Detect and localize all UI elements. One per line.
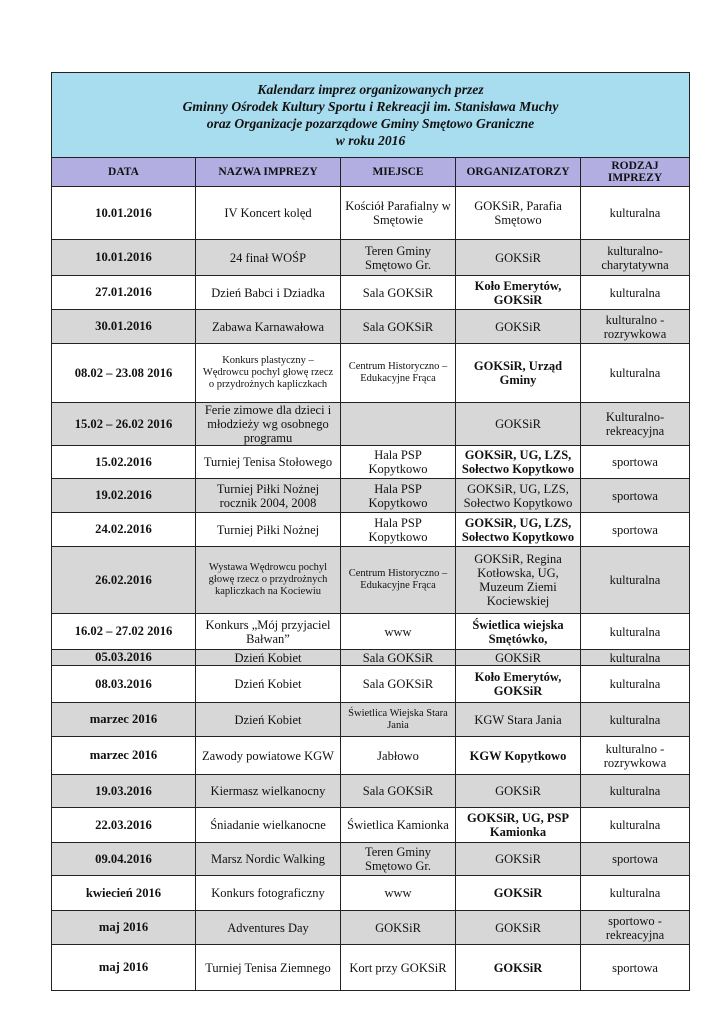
cell-date: 30.01.2016 <box>52 310 196 344</box>
cell-organizers: GOKSiR, Urząd Gminy <box>456 344 581 403</box>
cell-event-type: kulturalna <box>581 703 690 737</box>
table-row <box>52 650 690 666</box>
table-row <box>52 344 690 403</box>
cell-event-type: kulturalna <box>581 344 690 403</box>
cell-organizers: Świetlica wiejska Smętówko, <box>456 614 581 650</box>
cell-date: 19.03.2016 <box>52 775 196 808</box>
cell-event-name: Zabawa Karnawałowa <box>196 310 341 344</box>
cell-event-name: Ferie zimowe dla dzieci i młodzieży wg osobnego programu <box>196 403 341 446</box>
cell-place: Świetlica Kamionka <box>341 808 456 843</box>
cell-date: 19.02.2016 <box>52 479 196 513</box>
cell-place: Sala GOKSiR <box>341 666 456 703</box>
cell-event-type: kulturalna <box>581 808 690 843</box>
cell-event-type: Kulturalno-rekreacyjna <box>581 403 690 446</box>
cell-event-name: Zawody powiatowe KGW <box>196 737 341 775</box>
cell-event-name: Dzień Kobiet <box>196 650 341 666</box>
title-line-4: w roku 2016 <box>335 133 406 148</box>
cell-organizers: KGW Stara Jania <box>456 703 581 737</box>
cell-event-type: kulturalna <box>581 876 690 911</box>
cell-organizers: GOKSiR, UG, PSP Kamionka <box>456 808 581 843</box>
cell-event-type: sportowa <box>581 446 690 479</box>
cell-place: Sala GOKSiR <box>341 775 456 808</box>
cell-organizers: GOKSiR, Parafia Smętowo <box>456 187 581 240</box>
title-line-3: oraz Organizacje pozarządowe Gminy Smętowo Graniczne <box>206 116 535 131</box>
cell-event-type: sportowo - rekreacyjna <box>581 911 690 945</box>
header-organizers: ORGANIZATORZY <box>456 158 581 187</box>
cell-event-name: Turniej Piłki Nożnej rocznik 2004, 2008 <box>196 479 341 513</box>
cell-organizers: GOKSiR <box>456 876 581 911</box>
table-row <box>52 479 690 513</box>
cell-event-name: Konkurs „Mój przyjaciel Bałwan” <box>196 614 341 650</box>
cell-event-type: kulturalna <box>581 650 690 666</box>
cell-organizers: GOKSiR <box>456 945 581 991</box>
cell-place: Centrum Historyczno – Edukacyjne Frąca <box>341 547 456 614</box>
cell-place: Sala GOKSiR <box>341 310 456 344</box>
header-date: DATA <box>52 158 196 187</box>
cell-date: 10.01.2016 <box>52 187 196 240</box>
cell-event-type: sportowa <box>581 513 690 547</box>
cell-organizers: KGW Kopytkowo <box>456 737 581 775</box>
table-row <box>52 703 690 737</box>
cell-event-name: Wystawa Wędrowcu pochyl głowę rzecz o przydrożnych kapliczkach na Kociewiu <box>196 547 341 614</box>
table-row <box>52 876 690 911</box>
cell-place: Sala GOKSiR <box>341 276 456 310</box>
cell-date: marzec 2016 <box>52 737 196 775</box>
cell-event-name: Konkurs fotograficzny <box>196 876 341 911</box>
cell-event-name: Dzień Kobiet <box>196 703 341 737</box>
table-row <box>52 240 690 276</box>
cell-event-name: Turniej Piłki Nożnej <box>196 513 341 547</box>
cell-date: 08.03.2016 <box>52 666 196 703</box>
cell-place: www <box>341 876 456 911</box>
cell-event-type: kulturalna <box>581 666 690 703</box>
cell-date: 05.03.2016 <box>52 650 196 666</box>
cell-event-type: kulturalno - rozrywkowa <box>581 310 690 344</box>
cell-event-type: kulturalna <box>581 276 690 310</box>
cell-event-name: Turniej Tenisa Ziemnego <box>196 945 341 991</box>
cell-date: 10.01.2016 <box>52 240 196 276</box>
cell-event-type: kulturalno-charytatywna <box>581 240 690 276</box>
cell-organizers: GOKSiR <box>456 843 581 876</box>
table-row <box>52 775 690 808</box>
table-header-row <box>52 158 690 187</box>
cell-date: maj 2016 <box>52 945 196 991</box>
header-type: RODZAJ IMPREZY <box>581 158 690 187</box>
cell-event-name: Marsz Nordic Walking <box>196 843 341 876</box>
table-row <box>52 446 690 479</box>
cell-event-name: 24 finał WOŚP <box>196 240 341 276</box>
cell-event-type: sportowa <box>581 479 690 513</box>
cell-date: marzec 2016 <box>52 703 196 737</box>
cell-date: 16.02 – 27.02 2016 <box>52 614 196 650</box>
cell-date: maj 2016 <box>52 911 196 945</box>
cell-organizers: GOKSiR <box>456 310 581 344</box>
table-row <box>52 310 690 344</box>
header-name: NAZWA IMPREZY <box>196 158 341 187</box>
title-line-1: Kalendarz imprez organizowanych przez <box>257 82 484 97</box>
cell-event-type: kulturalna <box>581 187 690 240</box>
cell-organizers: GOKSiR <box>456 650 581 666</box>
cell-place: Teren Gminy Smętowo Gr. <box>341 843 456 876</box>
cell-place: Świetlica Wiejska Stara Jania <box>341 703 456 737</box>
cell-place <box>341 403 456 446</box>
event-calendar-document <box>51 72 689 991</box>
table-row <box>52 666 690 703</box>
cell-organizers: GOKSiR <box>456 775 581 808</box>
cell-place: www <box>341 614 456 650</box>
cell-place: Teren Gminy Smętowo Gr. <box>341 240 456 276</box>
cell-event-type: sportowa <box>581 843 690 876</box>
event-calendar-table <box>51 72 690 991</box>
table-body <box>52 187 690 991</box>
cell-organizers: GOKSiR, UG, LZS, Sołectwo Kopytkowo <box>456 446 581 479</box>
cell-place: GOKSiR <box>341 911 456 945</box>
table-row <box>52 614 690 650</box>
cell-organizers: GOKSiR, UG, LZS, Sołectwo Kopytkowo <box>456 479 581 513</box>
cell-date: 27.01.2016 <box>52 276 196 310</box>
cell-date: 22.03.2016 <box>52 808 196 843</box>
cell-event-name: Kiermasz wielkanocny <box>196 775 341 808</box>
cell-event-name: Konkurs plastyczny – Wędrowcu pochyl głowę rzecz o przydrożnych kapliczkach <box>196 344 341 403</box>
cell-organizers: Koło Emerytów, GOKSiR <box>456 276 581 310</box>
table-row <box>52 808 690 843</box>
cell-organizers: GOKSiR, UG, LZS, Sołectwo Kopytkowo <box>456 513 581 547</box>
cell-place: Sala GOKSiR <box>341 650 456 666</box>
cell-organizers: GOKSiR, Regina Kotłowska, UG, Muzeum Ziemi Kociewskiej <box>456 547 581 614</box>
cell-event-name: IV Koncert kolęd <box>196 187 341 240</box>
cell-organizers: GOKSiR <box>456 911 581 945</box>
cell-event-type: kulturalna <box>581 614 690 650</box>
cell-event-name: Śniadanie wielkanocne <box>196 808 341 843</box>
table-row <box>52 843 690 876</box>
table-row <box>52 187 690 240</box>
title-line-2: Gminny Ośrodek Kultury Sportu i Rekreacji im. Stanisława Muchy <box>182 99 559 114</box>
cell-organizers: GOKSiR <box>456 240 581 276</box>
cell-date: 08.02 – 23.08 2016 <box>52 344 196 403</box>
cell-event-name: Adventures Day <box>196 911 341 945</box>
cell-event-type: sportowa <box>581 945 690 991</box>
header-place: MIEJSCE <box>341 158 456 187</box>
table-row <box>52 513 690 547</box>
cell-place: Hala PSP Kopytkowo <box>341 513 456 547</box>
table-row <box>52 403 690 446</box>
cell-place: Centrum Historyczno – Edukacyjne Frąca <box>341 344 456 403</box>
cell-place: Kościół Parafialny w Smętowie <box>341 187 456 240</box>
calendar-title <box>52 73 690 158</box>
cell-date: 24.02.2016 <box>52 513 196 547</box>
cell-date: 15.02.2016 <box>52 446 196 479</box>
cell-place: Jabłowo <box>341 737 456 775</box>
cell-place: Kort przy GOKSiR <box>341 945 456 991</box>
cell-organizers: Koło Emerytów, GOKSiR <box>456 666 581 703</box>
cell-date: 09.04.2016 <box>52 843 196 876</box>
cell-organizers: GOKSiR <box>456 403 581 446</box>
table-row <box>52 547 690 614</box>
cell-place: Hala PSP Kopytkowo <box>341 446 456 479</box>
table-row <box>52 276 690 310</box>
cell-event-type: kulturalna <box>581 547 690 614</box>
cell-date: kwiecień 2016 <box>52 876 196 911</box>
cell-event-type: kulturalna <box>581 775 690 808</box>
cell-event-name: Dzień Babci i Dziadka <box>196 276 341 310</box>
table-row <box>52 737 690 775</box>
table-row <box>52 945 690 991</box>
table-row <box>52 911 690 945</box>
cell-event-type: kulturalno - rozrywkowa <box>581 737 690 775</box>
cell-date: 15.02 – 26.02 2016 <box>52 403 196 446</box>
cell-event-name: Dzień Kobiet <box>196 666 341 703</box>
cell-place: Hala PSP Kopytkowo <box>341 479 456 513</box>
cell-date: 26.02.2016 <box>52 547 196 614</box>
cell-event-name: Turniej Tenisa Stołowego <box>196 446 341 479</box>
